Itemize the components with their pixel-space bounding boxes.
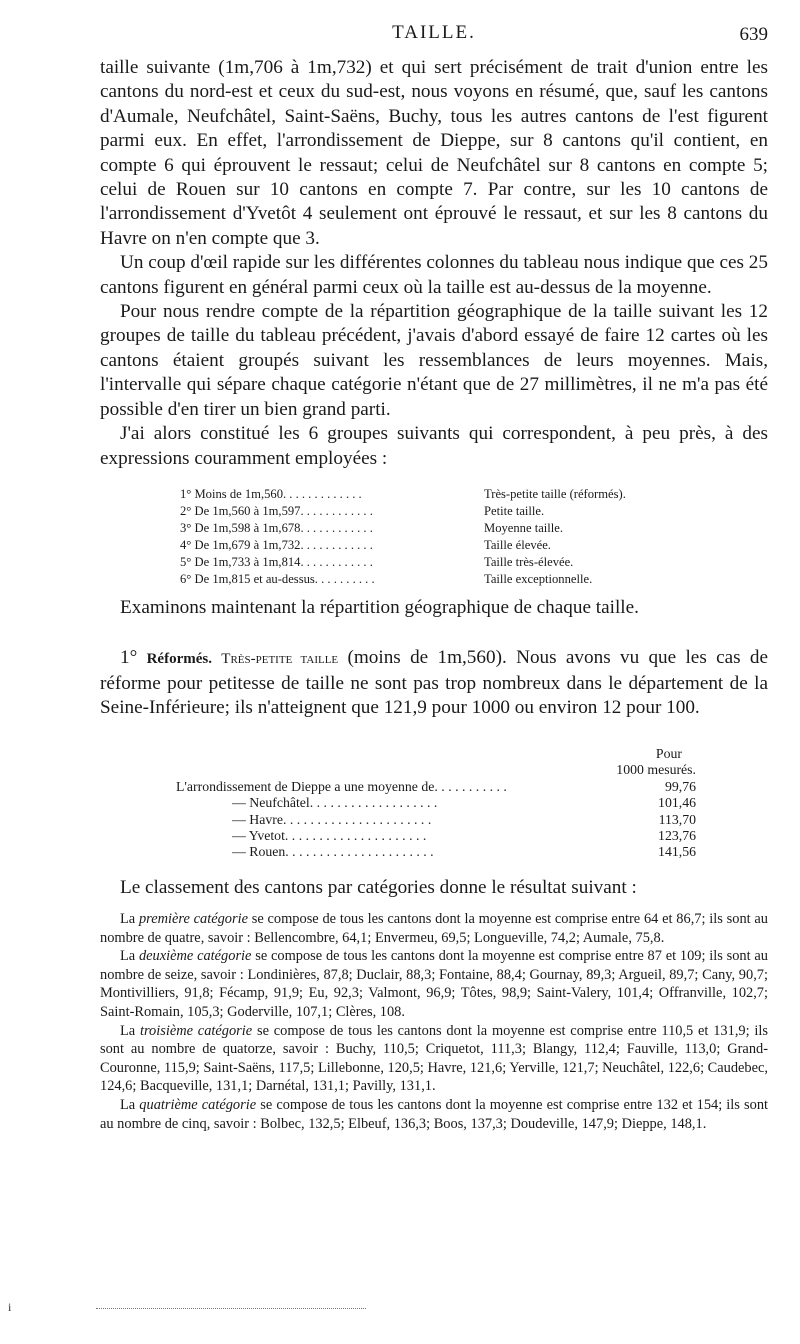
group-range: 3° De 1m,598 à 1m,678. . . . . . . . . . . . xyxy=(180,521,373,535)
category-name: deuxième catégorie xyxy=(138,948,252,965)
table-row-label: — Neufchâtel. . . . . . . . . . . . . . . . . . . xyxy=(232,795,438,811)
category-paragraph: La troisième catégorie se compose de tous les cantons dont la moyenne est comprise entre 110,5 et 131,9; ils sont au nombre de quatorze, savoir : Buchy, 110,5; Criquetot, 111,3; Blangy, 112,4; Fauville, 113,0; Grand-Couronne, 115,9; Saint-Saëns, 117,5; Lillebonne, 120,5; Havre, 121,6; Yerville, 121,7; Neuchâtel, 122,6; Caudebec, 124,6; Bacqueville, 131,1; Darnétal, 131,1; Pavilly, 131,1. xyxy=(100,1022,769,1095)
table-row-value: 123,76 xyxy=(658,828,696,844)
paragraph-3: Pour nous rendre compte de la répartition géographique de la taille suivant les 12 groupes de taille du tableau précédent, j'avais d'abord essayé de faire 12 cartes où les cantons étaient groupés suivant les ressemblances de leurs moyennes. Mais, l'intervalle qui sépare chaque catégorie n'étant que de 27 millimètres, il ne m'a pas été possible d'en tirer un bien grand parti. xyxy=(100,301,768,420)
footer-mark: i xyxy=(8,1300,12,1314)
main-text xyxy=(100,56,768,471)
size-groups-list xyxy=(180,486,690,588)
category-paragraph: La première catégorie se compose de tous les cantons dont la moyenne est comprise entre 64 et 86,7; ils sont au nombre de quatre, savoir : Bellencombre, 64,1; Envermeu, 69,5; Longueville, 74,2; Aumale, 75,8. xyxy=(100,911,768,946)
classement-line xyxy=(100,876,768,900)
group-range: 4° De 1m,679 à 1m,732. . . . . . . . . . . . xyxy=(180,538,373,552)
group-label: Taille exceptionnelle. xyxy=(484,572,593,586)
category-name: quatrième catégorie xyxy=(139,1096,257,1113)
page-number: 639 xyxy=(739,24,768,45)
category-name: première catégorie xyxy=(138,911,248,927)
reformes-number: 1° xyxy=(120,647,138,669)
table-row xyxy=(176,795,696,811)
table-header-1: Pour xyxy=(655,746,682,761)
group-range: 1° Moins de 1m,560. . . . . . . . . . . . . xyxy=(180,487,362,501)
table-row-label: — Havre. . . . . . . . . . . . . . . . . . . . . . xyxy=(232,811,432,827)
table-row xyxy=(176,812,696,828)
group-row xyxy=(180,486,690,503)
reformes-caps: Très-petite taille xyxy=(221,651,339,668)
table-header-2: 1000 mesurés. xyxy=(616,762,696,778)
table-row-label: L'arrondissement de Dieppe a une moyenne de. . . . . . . . . . . xyxy=(176,778,507,794)
arrondissement-table xyxy=(176,746,696,861)
reformes-paragraph xyxy=(100,646,768,720)
footer-dotted-line xyxy=(96,1308,366,1309)
table-row-label: — Yvetot. . . . . . . . . . . . . . . . . . . . . xyxy=(232,828,427,844)
paragraph-1: taille suivante (1m,706 à 1m,732) et qui sert précisément de trait d'union entre les cantons du nord-est et ceux du sud-est, nous voyons en résumé, que, sauf les cantons d'Aumale, Neufchâtel, Saint-Saëns, Buchy, tous les autres cantons de l'est figurent parmi eux. En effet, l'arrondissement de Dieppe, sur 8 cantons qu'il contient, en compte 6 qui éprouvent le ressaut; celui de Neufchâtel sur 8 cantons en compte 5; celui de Rouen sur 10 cantons en compte 7. Par contre, sur les 10 cantons de l'arrondissement d'Yvetôt 4 seulement ont éprouvé le ressaut, et sur les 8 cantons du Havre on n'en compte que 3. xyxy=(100,57,768,249)
group-label: Petite taille. xyxy=(484,504,545,518)
category-text: se compose de tous les cantons dont la moyenne est comprise entre 87 et 109; ils sont au nombre de seize, savoir : Londinières, 87,8; Duclair, 88,3; Fontaine, 88,4; Gournay, 89,3; Argueil, 89,7; Cany, 90,7; Montivilliers, 91,8; Fécamp, 91,9; Eu, 92,3; Valmont, 96,9; Tôtes, 98,9; Saint-Valery, 101,4; Offranville, 102,7; Saint-Romain, 105,3; Goderville, 107,1; Clères, 108. xyxy=(100,948,768,1020)
running-title: TAILLE. xyxy=(392,22,476,43)
category-text: se compose de tous les cantons dont la moyenne est comprise entre 110,5 et 131,9; ils sont au nombre de quatorze, savoir : Buchy, 110,5; Criquetot, 111,3; Blangy, 112,4; Fauville, 113,0; Grand-Couronne, 115,9; Saint-Saëns, 117,5; Lillebonne, 120,5; Havre, 121,6; Yerville, 121,7; Neuchâtel, 122,6; Caudebec, 124,6; Bacqueville, 131,1; Darnétal, 131,1; Pavilly, 131,1. xyxy=(100,1022,769,1095)
table-row-value: 101,46 xyxy=(658,795,696,811)
table-row-value: 113,70 xyxy=(658,811,696,827)
group-label: Moyenne taille. xyxy=(484,521,564,535)
group-range: 5° De 1m,733 à 1m,814. . . . . . . . . . . . xyxy=(180,555,373,569)
group-label: Taille très-élevée. xyxy=(484,555,574,569)
table-row-value: 141,56 xyxy=(658,844,696,860)
table-row-label: — Rouen. . . . . . . . . . . . . . . . . . . . . . xyxy=(232,844,434,860)
section-reformes xyxy=(100,596,768,721)
classement-text: Le classement des cantons par catégories donne le résultat suivant : xyxy=(120,877,637,898)
group-range: 6° De 1m,815 et au-dessus. . . . . . . . . . xyxy=(180,572,375,586)
group-label: Taille élevée. xyxy=(484,538,551,552)
group-row xyxy=(180,503,690,520)
group-label: Très-petite taille (réformés). xyxy=(484,487,626,501)
categories-block xyxy=(100,910,768,1133)
table-row xyxy=(176,779,696,795)
group-row xyxy=(180,554,690,571)
table-row-value: 99,76 xyxy=(664,778,696,794)
group-row xyxy=(180,571,690,588)
category-text: se compose de tous les cantons dont la moyenne est comprise entre 64 et 86,7; ils sont au nombre de quatre, savoir : Bellencombre, 64,1; Envermeu, 69,5; Longueville, 74,2; Aumale, 75,8. xyxy=(100,911,768,946)
category-paragraph: La quatrième catégorie se compose de tous les cantons dont la moyenne est comprise entre 132 et 154; ils sont au nombre de cinq, savoir : Bolbec, 132,5; Elbeuf, 136,3; Boos, 137,3; Doudeville, 147,9; Dieppe, 148,1. xyxy=(100,1096,769,1132)
examinons-line: Examinons maintenant la répartition géographique de chaque taille. xyxy=(120,597,639,618)
category-paragraph: La deuxième catégorie se compose de tous les cantons dont la moyenne est comprise entre 87 et 109; ils sont au nombre de seize, savoir : Londinières, 87,8; Duclair, 88,3; Fontaine, 88,4; Gournay, 89,3; Argueil, 89,7; Cany, 90,7; Montivilliers, 91,8; Fécamp, 91,9; Eu, 92,3; Valmont, 96,9; Tôtes, 98,9; Saint-Valery, 101,4; Offranville, 102,7; Saint-Romain, 105,3; Goderville, 107,1; Clères, 108. xyxy=(100,948,768,1020)
category-name: troisième catégorie xyxy=(139,1022,253,1039)
running-header xyxy=(100,22,768,50)
group-row xyxy=(180,537,690,554)
reformes-label: Réformés. xyxy=(146,651,212,668)
group-range: 2° De 1m,560 à 1m,597. . . . . . . . . . . . xyxy=(180,504,373,518)
table-row xyxy=(176,828,696,844)
table-row xyxy=(176,844,696,860)
group-row xyxy=(180,520,690,537)
category-text: se compose de tous les cantons dont la moyenne est comprise entre 132 et 154; ils sont au nombre de cinq, savoir : Bolbec, 132,5; Elbeuf, 136,3; Boos, 137,3; Doudeville, 147,9; Dieppe, 148,1. xyxy=(100,1096,769,1132)
reformes-text: (moins de 1m,560). Nous avons vu que les cas de réforme pour petitesse de taille ne sont pas trop nombreux dans le département de la Seine-Inférieure; ils n'atteignent que 121,9 pour 1000 ou environ 12 pour 100. xyxy=(100,647,769,719)
paragraph-4: J'ai alors constitué les 6 groupes suivants qui correspondent, à peu près, à des expressions couramment employées : xyxy=(100,423,768,469)
paragraph-2: Un coup d'œil rapide sur les différentes colonnes du tableau nous indique que ces 25 cantons figurent en général parmi ceux où la taille est au-dessus de la moyenne. xyxy=(100,252,768,298)
